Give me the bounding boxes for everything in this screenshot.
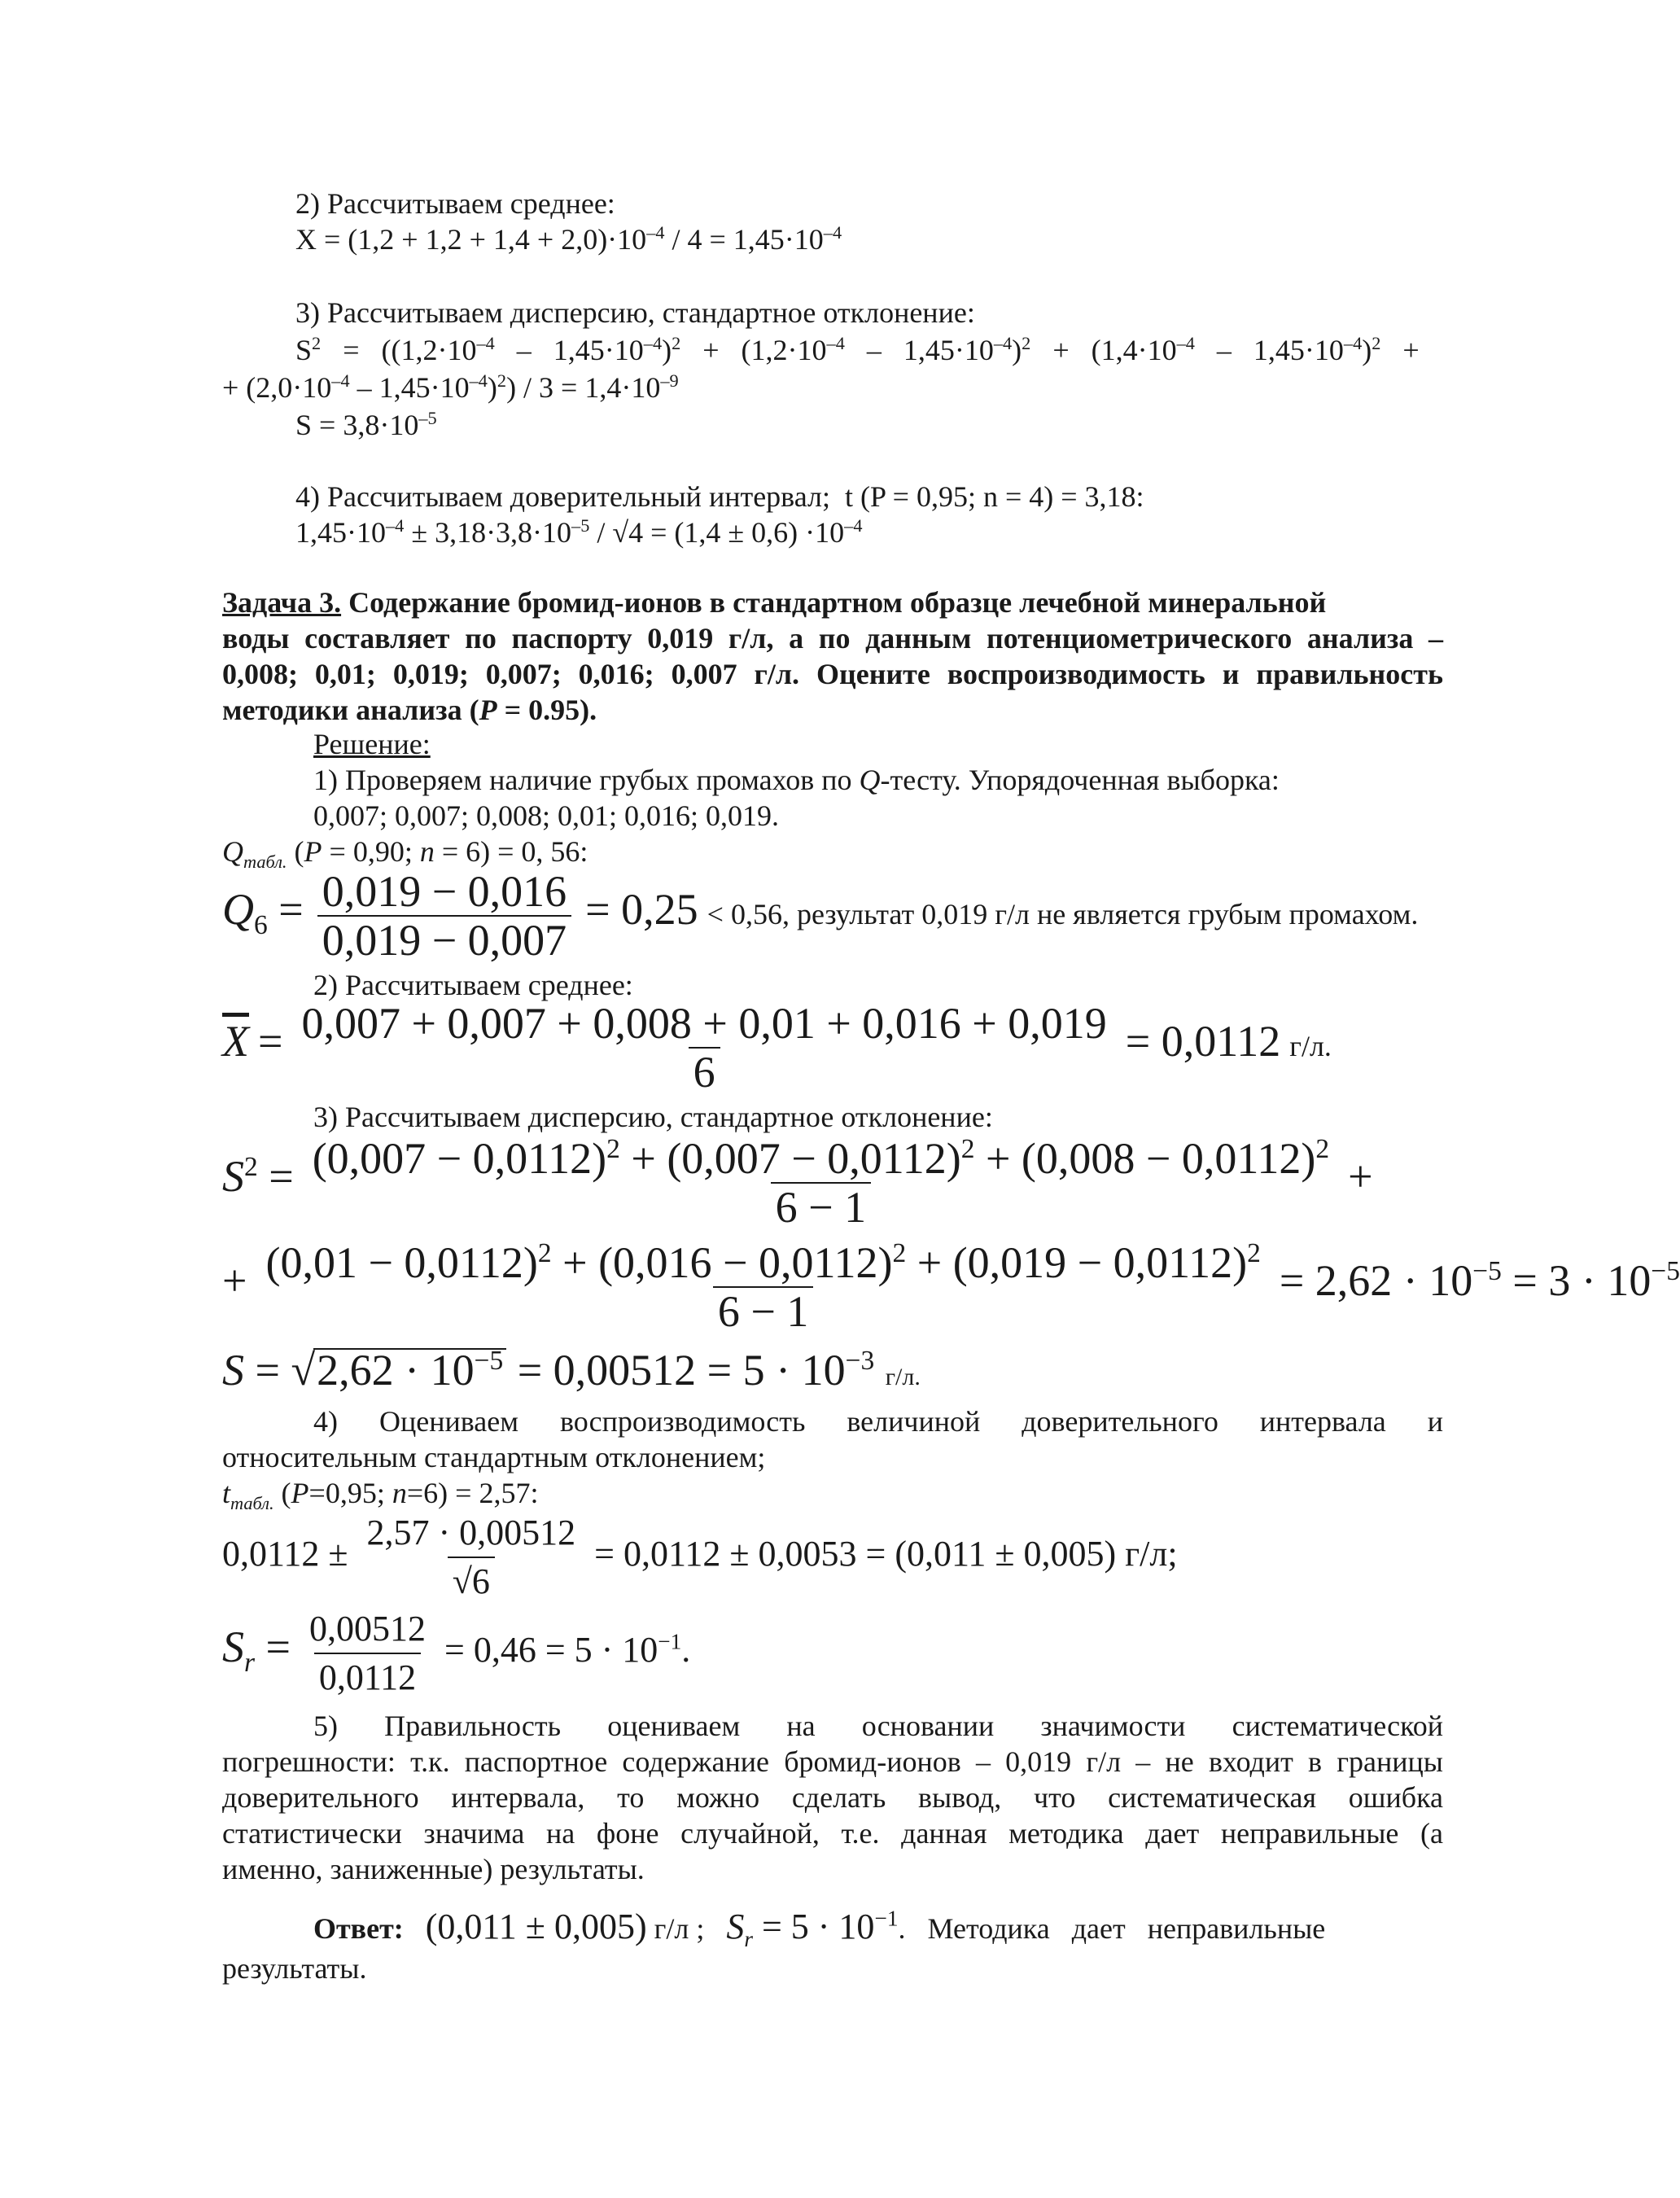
task3-line1: Задача 3. Содержание бромид-ионов в стандартном образце лечебной минеральной: [222, 586, 1327, 619]
step2-title: 2) Рассчитываем среднее:: [295, 187, 615, 220]
answer-line1: [313, 1905, 1443, 1951]
step5-line1: 5) Правильность оцениваем на основании значимости систематической: [313, 1710, 1443, 1742]
task3-line4: методики анализа (P = 0.95).: [222, 694, 597, 726]
variance-formula-part1: $S^2$ = $\frac{(0,007 - 0,0112)^2 + (0,007 - 0,0112)^2 + (0,008 - 0,0112)^2}{6 - 1}$ +: [222, 1134, 1373, 1232]
solution-heading: Решение:: [313, 728, 431, 760]
step3-equation-line2: + $(2,0\cdot 10^{-4} - 1,45\cdot 10^{-4})^2) / 3 = 1,4\cdot 10^{-9}$: [222, 370, 679, 404]
variance-title: 3) Рассчитываем дисперсию, стандартное отклонение:: [313, 1101, 993, 1133]
answer-line2: результаты.: [222, 1952, 367, 1985]
q6-formula: $Q_6$ = $\frac{0,019 - 0,016}{0,019 - 0,007}$ = 0,25 < 0,56, результат 0,019 г/л не является грубым промахом.: [222, 867, 1419, 965]
step4-equation: $1,45\cdot 10^{-4} \pm 3,18\cdot 3,8\cdot 10^{-5} / √4 = (1,4 \pm 0,6) \cdot 10^{-4}$: [295, 515, 863, 549]
mean-formula: $\overline{X}$ = $\frac{0,007 + 0,007 + 0,008 + 0,01 + 0,016 + 0,019}{6}$ = 0,0112 г/л.: [222, 999, 1332, 1097]
confidence-interval-formula: 0,0112 ± $\frac{2,57 \cdot 0,00512}{√6}$ = 0,0112 ± 0,0053 = (0,011 ± 0,005) г/л;: [222, 1513, 1178, 1601]
t-table-line: $t_{табл.}$ (P=0,95; n=6) = 2,57:: [222, 1477, 539, 1514]
step4-title: 4) Рассчитываем доверительный интервал; t (P = 0,95; n = 4) = 3,18:: [295, 480, 1144, 513]
step3-equation-line3: $S = 3,8\cdot 10^{-5}$: [295, 408, 437, 441]
step3-equation-line1: $S^2 = ((1,2\cdot 10^{-4} - 1,45\cdot 10^{-4})^2 + (1,2\cdot 10^{-4} - 1,45\cdot 10^{-4})^2 + (1,4\cdot 10^{-4} - 1,45\cdot 10^{-4})^2$ +: [295, 333, 1420, 366]
variance-formula-part2: + $\frac{(0,01 - 0,0112)^2 + (0,016 - 0,0112)^2 + (0,019 - 0,0112)^2}{6 - 1}$ = $2,62 \cdot 10^{-5} = 3 \cdot 10^{-5}$: [222, 1238, 1680, 1336]
mean-title: 2) Рассчитываем среднее:: [313, 969, 633, 1001]
q6-fraction: $\frac{0,019 - 0,016}{0,019 - 0,007}$: [317, 871, 571, 961]
q-table-line: $Q_{табл.}$ (P = 0,90; n = 6) = 0, 56:: [222, 835, 588, 873]
step3-title: 3) Рассчитываем дисперсию, стандартное отклонение:: [295, 296, 975, 329]
step5-line2: погрешности: т.к. паспортное содержание бромид-ионов – 0,019 г/л – не входит в границы: [222, 1745, 1443, 1778]
step1-line1: 1) Проверяем наличие грубых промахов по Q-тесту. Упорядоченная выборка:: [313, 764, 1280, 796]
answer-label: Ответ:: [313, 1912, 404, 1945]
task3-line3: 0,008; 0,01; 0,019; 0,007; 0,016; 0,007 г/л. Оцените воспроизводимость и правильность: [222, 658, 1443, 690]
task3-label: Задача 3.: [222, 586, 342, 619]
variance-fraction-2: $\frac{(0,01 - 0,0112)^2 + (0,016 - 0,0112)^2 + (0,019 - 0,0112)^2}{6 - 1}$: [265, 1238, 1261, 1336]
task3-line2: воды составляет по паспорту 0,019 г/л, а по данным потенциометрического анализа –: [222, 622, 1443, 655]
variance-fraction-1: $\frac{(0,007 - 0,0112)^2 + (0,007 - 0,0112)^2 + (0,008 - 0,0112)^2}{6 - 1}$: [312, 1134, 1330, 1232]
ci-fraction: $\frac{2,57 \cdot 0,00512}{√6}$: [366, 1513, 576, 1601]
step4-line2: относительным стандартным отклонением;: [222, 1441, 766, 1473]
sr-fraction: $\frac{0,00512}{0,0112}$: [309, 1609, 426, 1697]
mean-fraction: $\frac{0,007 + 0,007 + 0,008 + 0,01 + 0,016 + 0,019}{6}$: [301, 999, 1107, 1097]
relative-sd-formula: $S_r$ = $\frac{0,00512}{0,0112}$ = $0,46 = 5 \cdot 10^{-1}$.: [222, 1609, 691, 1697]
answer-value: (0,011 ± 0,005) г/л ; $S_r = 5 \cdot 10^{-1}$. Методика дает неправильные: [425, 1906, 1326, 1951]
step4-line1: 4) Оцениваем воспроизводимость величиной доверительного интервала и: [313, 1405, 1443, 1438]
step5-line5: именно, заниженные) результаты.: [222, 1853, 645, 1885]
step1-line2: 0,007; 0,007; 0,008; 0,01; 0,016; 0,019.: [313, 799, 780, 832]
std-deviation-formula: $S = √2,62 \cdot 10^{-5} = 0,00512 = 5 \cdot 10^{-3}$ г/л.: [222, 1346, 921, 1395]
step5-line3: доверительного интервала, то можно сделать вывод, что систематическая ошибка: [222, 1781, 1443, 1814]
step2-equation: $X = (1,2 + 1,2 + 1,4 + 2,0)\cdot 10^{-4} / 4 = 1,45\cdot 10^{-4}$: [295, 222, 842, 256]
step5-line4: статистически значима на фоне случайной, т.е. данная методика дает неправильные (а: [222, 1817, 1443, 1850]
